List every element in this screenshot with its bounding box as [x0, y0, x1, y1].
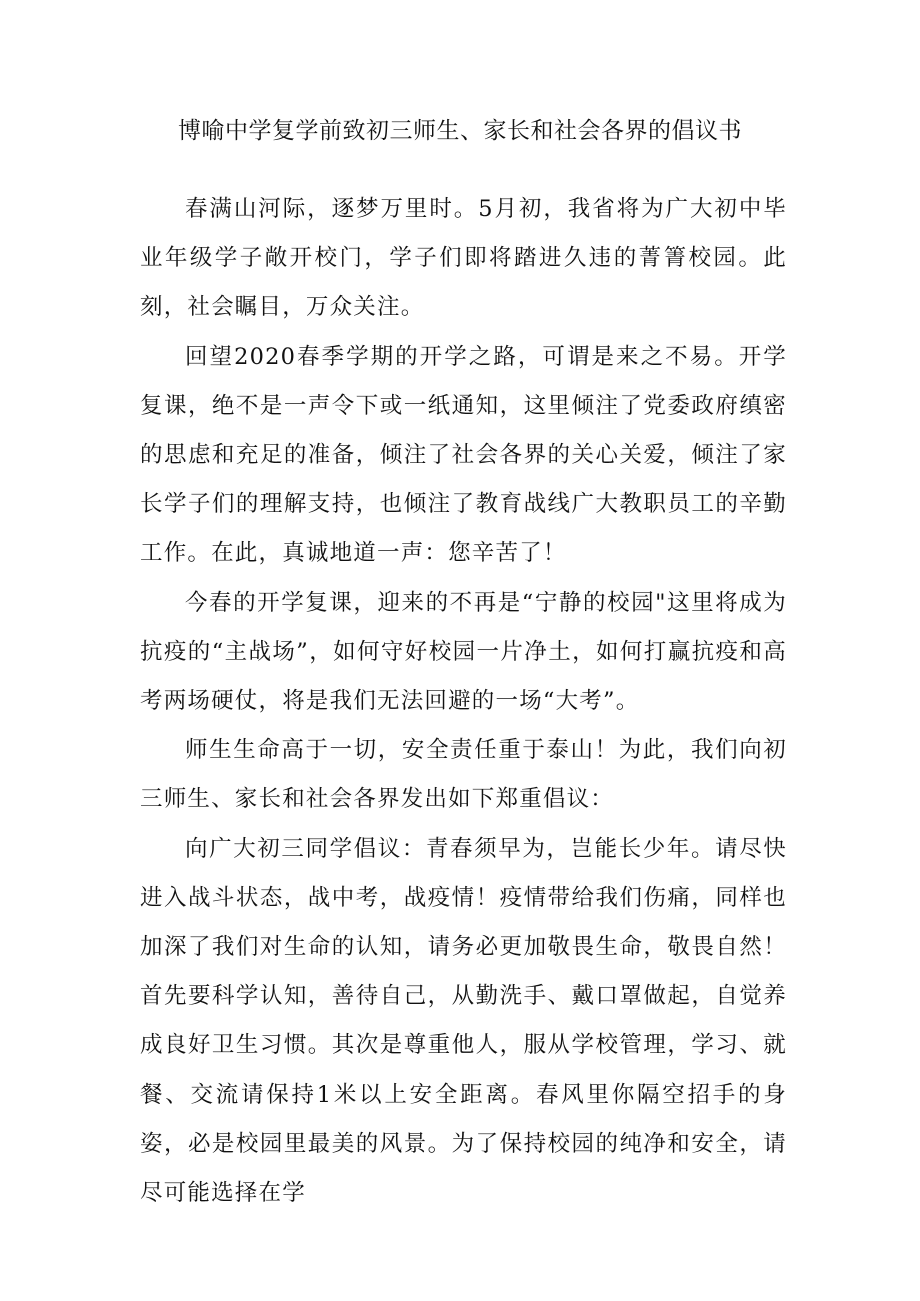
paragraph-5: 向广大初三同学倡议：青春须早为，岂能长少年。请尽快进入战斗状态，战中考，战疫情！疫情带给我们伤痛，同样也加深了我们对生命的认知，请务必更加敬畏生命，敬畏自然！首先要科学认知，善待自己，从勤洗手、戴口罩做起，自觉养成良好卫生习惯。其次是尊重他人，服从学校管理，学习、就餐、交流请保持1米以上安全距离。春风里你隔空招手的身姿，必是校园里最美的风景。为了保持校园的纯净和安全，请尽可能选择在学	[140, 835, 787, 1207]
paragraph-2: 回望2020春季学期的开学之路，可谓是来之不易。开学复课，绝不是一声令下或一纸通知，这里倾注了党委政府缜密的思虑和充足的准备，倾注了社会各界的关心关爱，倾注了家长学子们的理解支持，也倾注了教育战线广大教职员工的辛勤工作。在此，真诚地道一声：您辛苦了！	[140, 343, 787, 567]
document-body	[140, 185, 787, 1218]
paragraph-4: 师生生命高于一切，安全责任重于泰山！为此，我们向初三师生、家长和社会各界发出如下郑重倡议：	[140, 737, 787, 813]
document-title: 博喻中学复学前致初三师生、家长和社会各界的倡议书	[178, 118, 742, 144]
paragraph-3: 今春的开学复课，迎来的不再是“宁静的校园"这里将成为抗疫的“主战场”，如何守好校园一片净土，如何打赢抗疫和高考两场硬仗，将是我们无法回避的一场“大考”。	[140, 589, 787, 715]
paragraph-1: 春满山河际，逐梦万里时。5月初，我省将为广大初中毕业年级学子敞开校门，学子们即将踏进久违的菁箐校园。此刻，社会瞩目，万众关注。	[140, 196, 787, 321]
